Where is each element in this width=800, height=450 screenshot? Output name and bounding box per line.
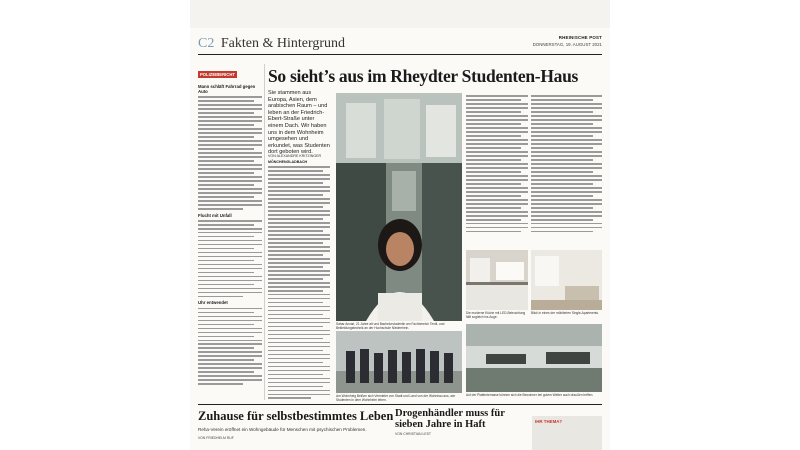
section-divider — [198, 404, 602, 405]
bottom-headline-1: Zuhause für selbstbestimmtes Leben — [198, 409, 394, 423]
terrace-photo — [466, 324, 602, 392]
kicker-label: POLIZEIBERICHT — [200, 72, 235, 77]
bottom-byline-1: VON FRIEDHELM RUF — [198, 436, 234, 440]
bottom-subhead-1: Reha-Verein eröffnet ein Wohngebäude für Menschen mit psychischen Problemen. — [198, 427, 367, 432]
section-code: C2 — [198, 36, 215, 51]
caption-portrait: Sahar Anvari, 21 Jahre alt und Bachelorstudentin am Fachbereich Textil- und Bekleidungstechnik an der Hochschule Niederrhein. — [336, 322, 445, 330]
caption-terrace: Auf der Plattenterrasse können sich die Bewohner bei gutem Wetter auch draußen treffen. — [466, 393, 594, 397]
police-report-column — [198, 63, 262, 363]
page-top-strip — [190, 0, 610, 28]
article-dateline: MÖNCHENGLADBACH — [268, 160, 308, 164]
article-headline: So sieht’s aus im Rheydter Studenten-Haus — [268, 66, 579, 86]
article-lede: Sie stammen aus Europa, Asien, dem arabischen Raum – und leben an der Friedrich-Ebert-Straße unter einem Dach. Wir haben uns in dem Wohnheim umgesehen und erkundet, was Studenten dort geboten wird. — [268, 90, 330, 156]
newspaper-page — [190, 28, 610, 450]
article-body-col-3 — [466, 93, 528, 243]
publication-name: RHEINISCHE POST — [558, 35, 602, 40]
issue-date: DONNERSTAG, 19. AUGUST 2021 — [532, 42, 602, 47]
article-byline: VON ALEXANDRE KRITZINGER — [268, 154, 322, 158]
section-title — [198, 36, 345, 52]
room-illustration — [531, 250, 602, 310]
kitchen-photo — [466, 250, 528, 310]
page-header — [198, 34, 602, 55]
reader-topic-box — [532, 416, 602, 450]
caption-group: Am Wohnheig Beißen sich Vermieter von Stadt und Land von der Wohnbau aus, wie Studenten in dem Wohnheim leben. — [336, 394, 456, 402]
student-portrait-photo — [336, 93, 462, 321]
group-illustration — [336, 331, 462, 393]
bottom-headline-2: Drogenhändler muss für sieben Jahre in Haft — [395, 408, 505, 430]
article-body-col-1 — [268, 160, 330, 401]
infobox-title: IHR THEMA? — [535, 419, 563, 424]
brief-title: Mann schläft Fahrrad gegen Auto — [198, 84, 256, 94]
kitchen-illustration — [466, 250, 528, 310]
portrait-illustration — [336, 93, 462, 321]
caption-kitchen: Die moderne Küche mit LED-Beleuchtung fällt sogleich ins Auge. — [466, 311, 526, 319]
article-body-col-4 — [531, 93, 602, 243]
group-photo — [336, 331, 462, 393]
column-rule — [264, 64, 265, 400]
room-photo — [531, 250, 602, 310]
caption-room: Blick in eines der möblierten Single-Apartments. — [531, 311, 599, 315]
section-name: Fakten & Hintergrund — [220, 36, 346, 51]
terrace-illustration — [466, 324, 602, 392]
bottom-byline-2: VON CHRISTIAN LEST — [395, 432, 431, 436]
brief-title: Uhr entwendet — [198, 300, 228, 306]
brief-title: Flucht mit Unfall — [198, 212, 232, 218]
